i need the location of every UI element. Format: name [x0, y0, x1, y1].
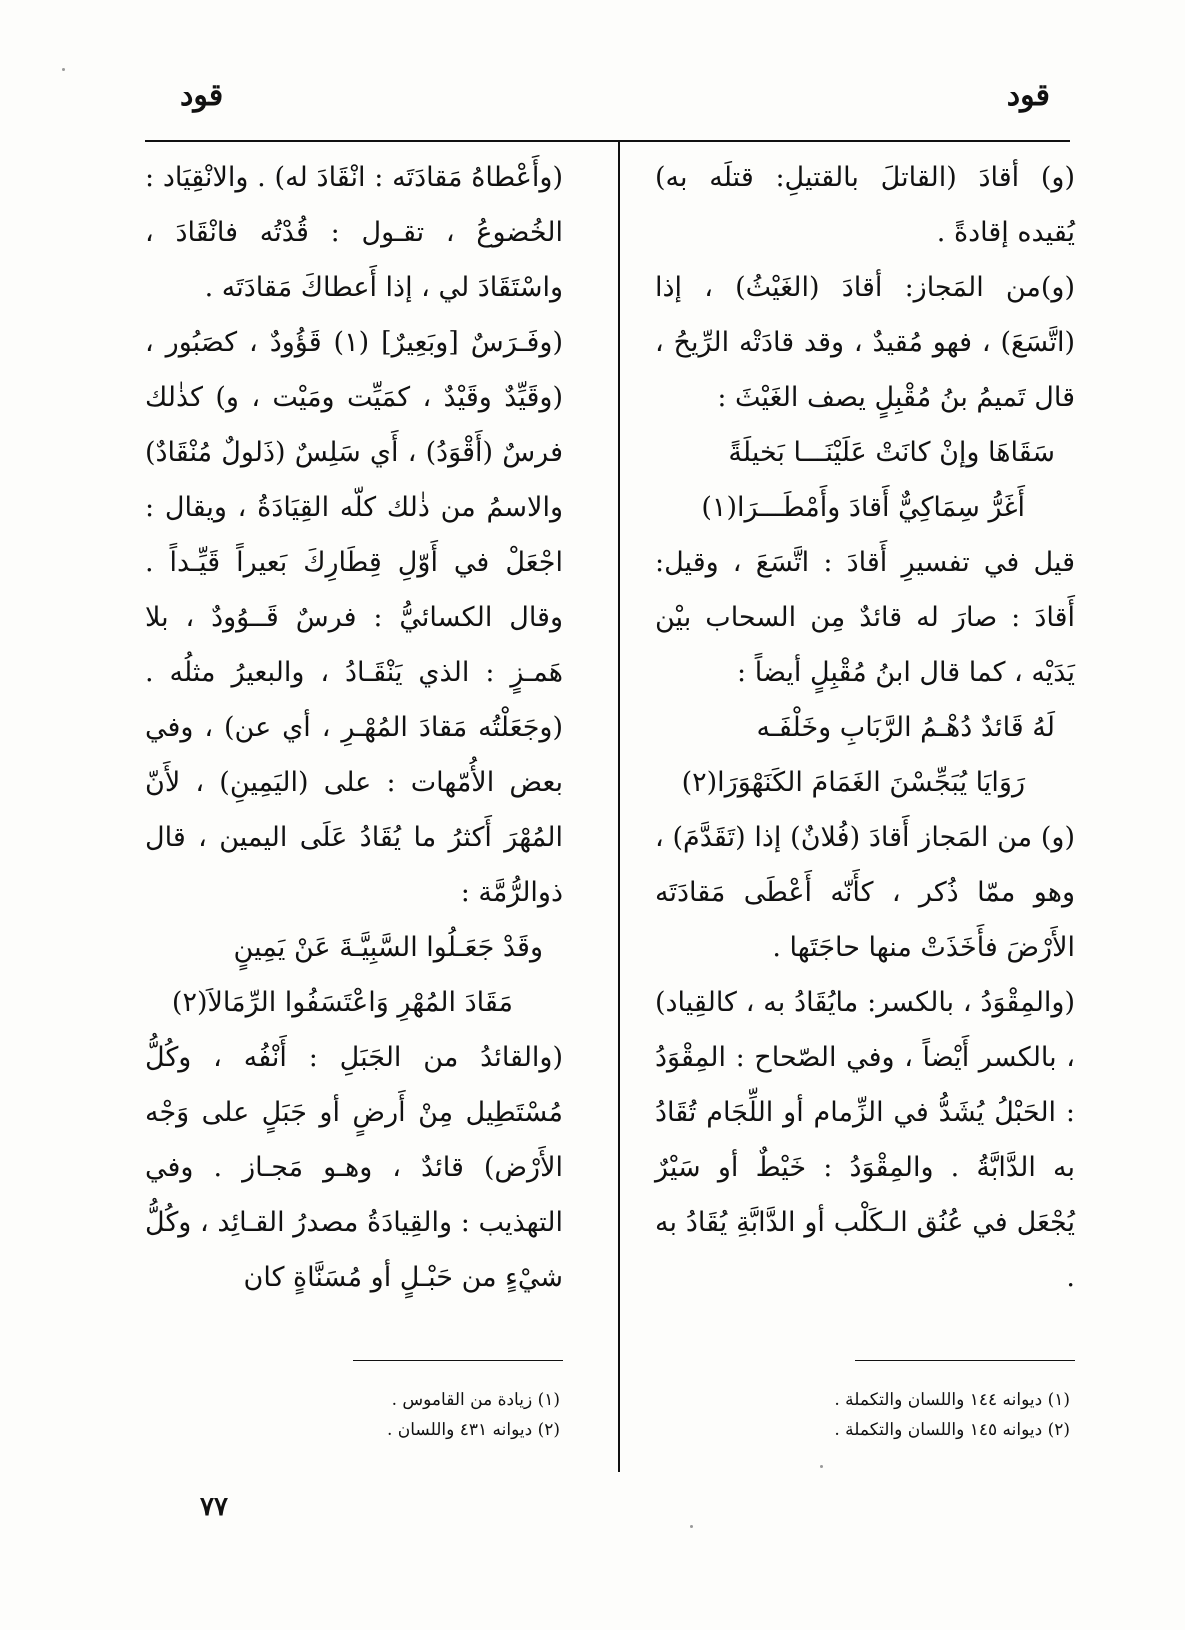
verse-line: لَهُ قَائدٌ دُهْـمُ الرَّبَابِ وخَلْفَـه [756, 712, 1055, 743]
footnote-rule [353, 1360, 563, 1361]
paragraph: (و) أقادَ (القاتلَ بالقتيلِ: قتلَه به) يُقيده إقادةً . [655, 162, 1075, 248]
running-head-right: قود [1006, 78, 1050, 113]
paragraph: (و)من المَجاز: أقادَ (الغَيْثُ) ، إذا (اتَّسَعَ) ، فهو مُقيدٌ ، وقد قادَتْه الرِّيحُ ، قال تَميمُ بنُ مُقْبِلٍ يصف الغَيْثَ : [655, 272, 1075, 413]
verse-line: وقَدْ جَعَـلُوا السَّبِيَّـةَ عَنْ يَمِينٍ [233, 932, 543, 963]
verse-line: مَقَادَ المُهْرِ وَاعْتَسَفُوا الرِّمَالاَ(٢) [171, 987, 513, 1018]
right-column [655, 150, 1075, 1305]
footnote: (١) ديوانه ١٤٤ واللسان والتكملة . [834, 1390, 1070, 1410]
running-head-left: قود [180, 78, 224, 113]
paragraph: (و) من المَجاز أَقادَ (فُلانٌ) إذا (تَقَدَّمَ) ، وهو ممّا ذُكر ، كأَنّه أَعْطَى مَقادَتَه الأَرْضَ فأَخَذَتْ منها حاجَتَها . [655, 822, 1075, 963]
print-speck [820, 1465, 823, 1468]
page-number: ٧٧ [200, 1492, 228, 1522]
verse-line: رَوَايَا يُبَجِّسْنَ الغَمَامَ الكَنَهْوَرَا(٢) [681, 767, 1025, 798]
paragraph: (والمِقْوَدُ ، بالكسر: مايُقَادُ به ، كالقِياد) ، بالكسر أَيْضاً ، وفي الصّحاح : المِقْوَدُ : الحَبْلُ يُشَدُّ في الزِّمام أو اللِّجَام تُقَادُ به الدَّابَّةُ . والمِقْوَدُ : خَيْطٌ أو سَيْرٌ يُجْعَل في عُنُق الـكَلْب أو الدَّابَّةِ يُقَادُ به . [655, 987, 1075, 1293]
footnote: (٢) ديوانه ٤٣١ واللسان . [386, 1420, 560, 1440]
print-speck [690, 1525, 693, 1528]
paragraph: (وأَعْطاهُ مَقادَتَه : انْقَادَ له) . والانْقِيَاد : الخُضوعُ ، تقـول : قُدْتُه فانْقَادَ ، واسْتَقَادَ لي ، إذا أَعطاكَ مَقادَتَه . [145, 162, 563, 303]
column-divider [618, 142, 620, 1472]
footnotes-left [320, 1385, 560, 1445]
footnote: (١) زيادة من القاموس . [391, 1390, 560, 1410]
print-speck [62, 68, 65, 71]
paragraph: قيل في تفسيرِ أَقادَ : اتَّسَعَ ، وقيل: أَقادَ : صارَ له قائدٌ مِن السحاب بيْن يَدَيْه ، كما قال ابنُ مُقْبِلٍ أيضاً : [655, 547, 1075, 688]
header-rule [145, 140, 1070, 142]
left-column [145, 150, 563, 1305]
footnote: (٢) ديوانه ١٤٥ واللسان والتكملة . [834, 1420, 1070, 1440]
footnotes-right [800, 1385, 1070, 1445]
verse-line: أَغَرُّ سِمَاكِيٌّ أَقادَ وأَمْطَـــرَا(١) [701, 492, 1025, 523]
verse-line: سَقَاهَا وإنْ كانَتْ عَلَيْنَـــا بَخيلَةً [728, 437, 1055, 468]
footnote-rule [855, 1360, 1075, 1361]
paragraph: (والقائدُ من الجَبَلِ : أَنْفُه ، وكُلُّ مُسْتَطِيل مِنْ أَرضٍ أو جَبَلٍ على وَجْه الأَرْض) قائدٌ ، وهـو مَجـاز . وفي التهذيب : والقِيادَةُ مصدرُ القـائِد ، وكُلُّ شيْءٍ من حَبْـلٍ أو مُسَنَّاةٍ كان [145, 1042, 563, 1293]
paragraph: (وفَـرَسٌ [وبَعِيرٌ] (١) قَؤُودٌ ، كصَبُور ، (وقَيِّدٌ وقَيْدٌ ، كمَيِّت ومَيْت ، و) كذٰلك فرسٌ (أَقْوَدُ) ، أَي سَلِسٌ (ذَلولٌ مُنْقَادٌ) والاسمُ من ذٰلك كلّه القِيَادَةُ ، ويقال : اجْعَلْ في أَوّلِ قِطَارِكَ بَعيراً قَيِّـداً . وقال الكسائيُّ : فرسٌ قَــوُودٌ ، بلا هَمـزٍ : الذي يَنْقَـادُ ، والبعيرُ مثلُه . (وجَعَلْتُه مَقادَ المُهْـرِ ، أي عن) ، وفي بعض الأُمّهات : على (اليَمِينِ) ، لأَنّ المُهْرَ أَكثرُ ما يُقَادُ عَلَى اليمين ، قال ذوالرُّمَّة : [145, 327, 563, 908]
